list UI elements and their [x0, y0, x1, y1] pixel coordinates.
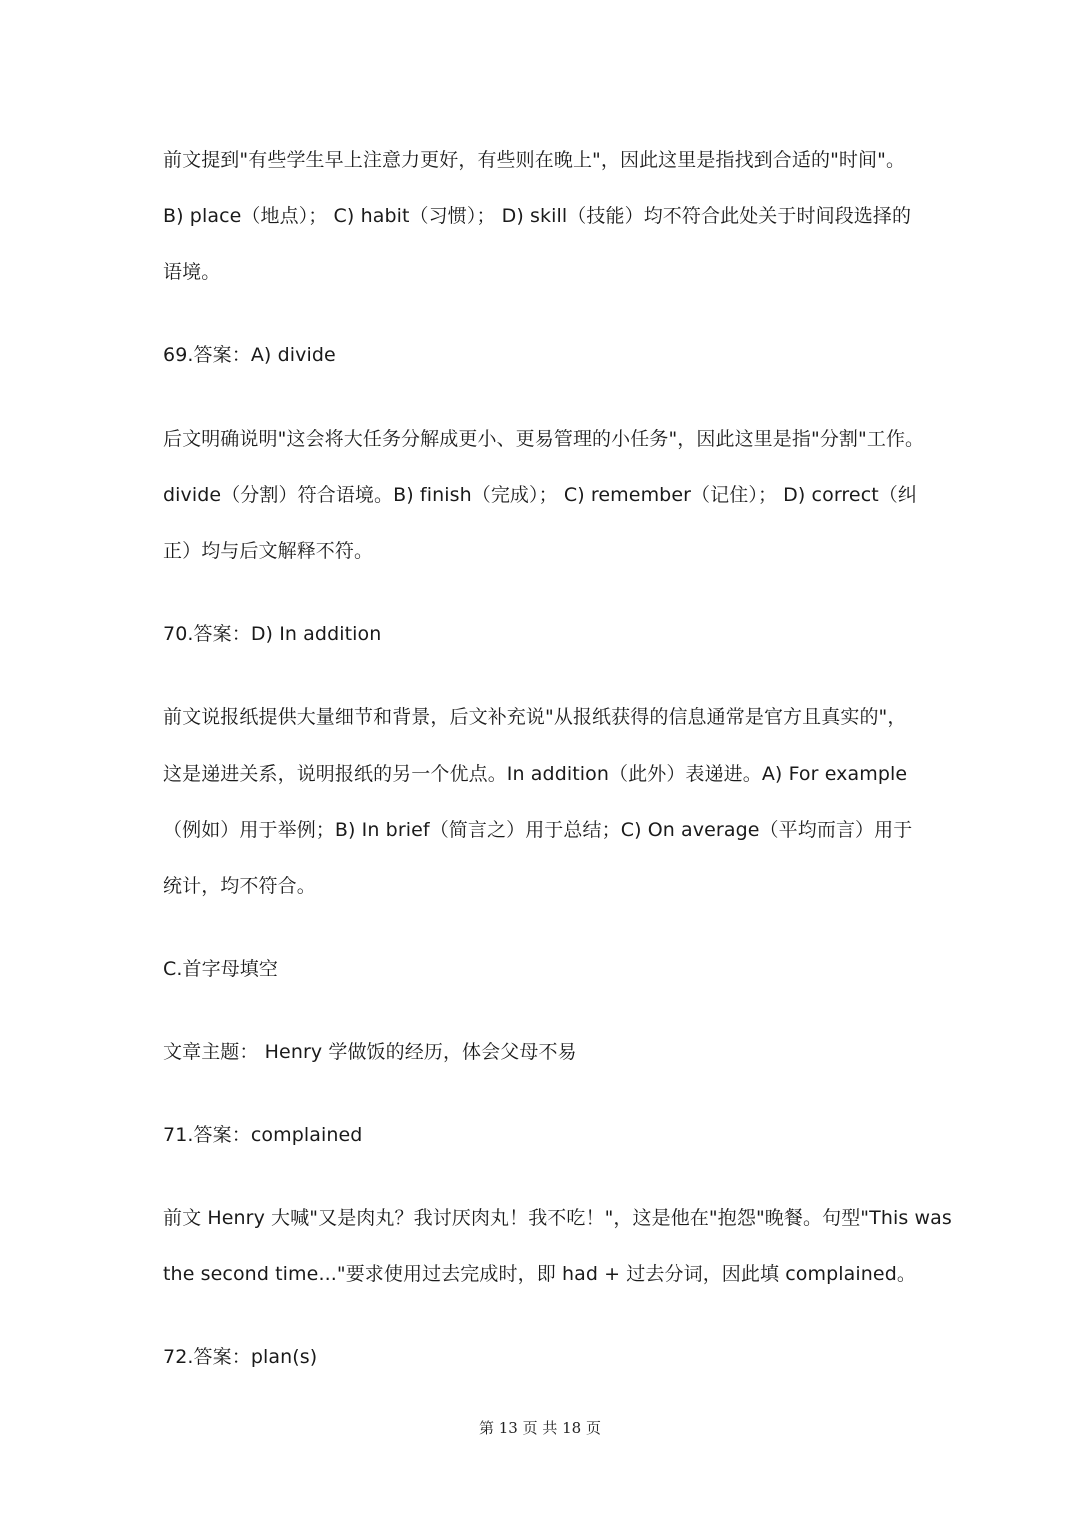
paragraph-line: 前文提到"有些学生早上注意力更好，有些则在晚上"，因此这里是指找到合适的"时间"。 [163, 149, 906, 171]
paragraph-line: 这是递进关系，说明报纸的另一个优点。In addition（此外）表递进。A) For example [163, 763, 908, 785]
paragraph-line: 前文 Henry 大喊"又是肉丸？我讨厌肉丸！我不吃！"，这是他在"抱怨"晚餐。句型"This was [163, 1207, 952, 1229]
paragraph-line: （例如）用于举例；B) In brief（简言之）用于总结；C) On average（平均而言）用于 [163, 819, 913, 841]
paragraph-line: 前文说报纸提供大量细节和背景，后文补充说"从报纸获得的信息通常是官方且真实的"， [163, 706, 907, 728]
article-theme: 文章主题： Henry 学做饭的经历，体会父母不易 [163, 1041, 577, 1063]
section-heading: C.首字母填空 [163, 958, 279, 980]
answer-heading-70: 70.答案：D) In addition [163, 623, 382, 645]
paragraph-line: 后文明确说明"这会将大任务分解成更小、更易管理的小任务"，因此这里是指"分割"工作。 [163, 428, 925, 450]
answer-heading-69: 69.答案：A) divide [163, 344, 336, 366]
answer-heading-72: 72.答案：plan(s) [163, 1346, 318, 1368]
paragraph-line: 统计，均不符合。 [163, 875, 316, 897]
paragraph-line: 正）均与后文解释不符。 [163, 540, 374, 562]
answer-heading-71: 71.答案：complained [163, 1124, 363, 1146]
paragraph-line: divide（分割）符合语境。B) finish（完成）； C) remember（记住）； D) correct（纠 [163, 484, 917, 506]
paragraph-line: the second time..."要求使用过去完成时，即 had + 过去分词，因此填 complained。 [163, 1263, 916, 1285]
paragraph-line: B) place（地点）； C) habit（习惯）； D) skill（技能）均不符合此处关于时间段选择的 [163, 205, 912, 227]
page-number-footer: 第 13 页 共 18 页 [478, 1419, 601, 1437]
paragraph-line: 语境。 [163, 261, 221, 283]
